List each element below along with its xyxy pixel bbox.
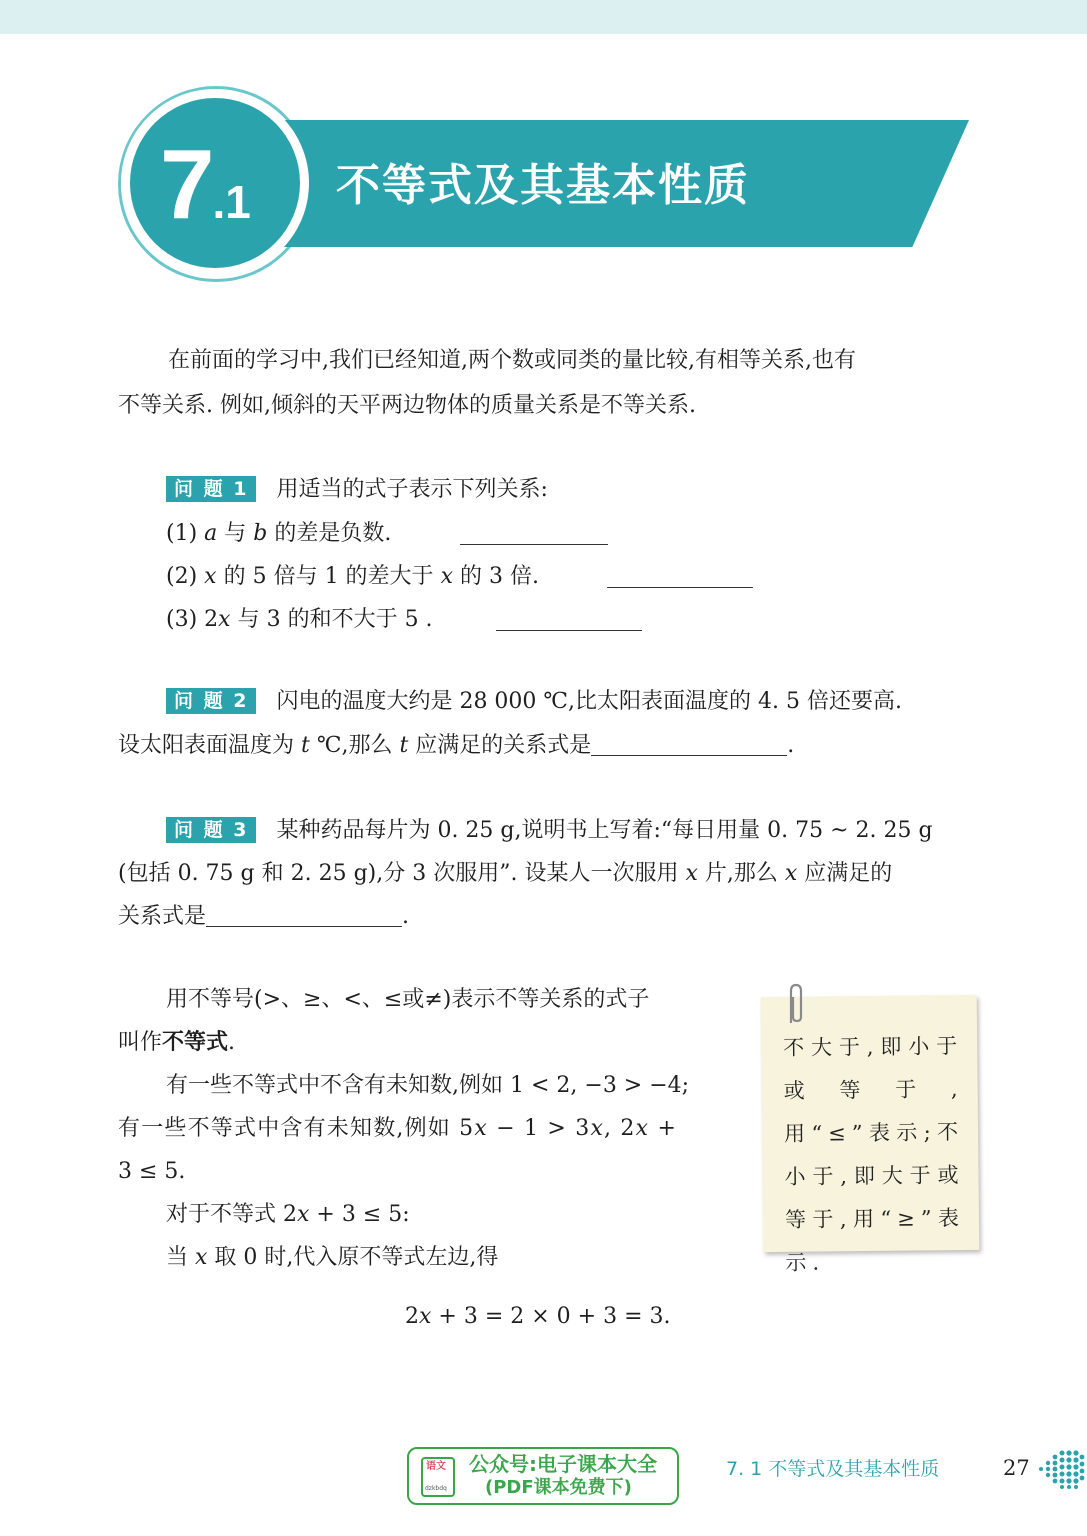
definition-line-7: 当 x 取 0 时,代入原不等式左边,得	[166, 1245, 499, 1270]
question-1: 问 题 1 用适当的式子表示下列关系:	[166, 475, 548, 505]
question-1-item-2: (2) x 的 5 倍与 1 的差大于 x 的 3 倍.	[166, 564, 539, 589]
answer-blank-1-3[interactable]	[496, 608, 642, 631]
answer-blank-1-2[interactable]	[607, 565, 753, 588]
question-1-item-1: (1) a 与 b 的差是负数.	[166, 521, 392, 546]
book-icon: 语文 dzkbdq	[421, 1457, 455, 1497]
question-3-line-2: (包括 0. 75 g 和 2. 25 g),分 3 次服用”. 设某人一次服用 x 片,那么 x 应满足的	[118, 861, 893, 886]
question-3-line-3: 关系式是 .	[118, 904, 410, 929]
definition-line-4: 有一些不等式中含有未知数,例如 5x − 1 > 3x, 2x +	[118, 1116, 678, 1141]
question-1-tag: 问 题 1	[166, 476, 256, 502]
answer-blank-1-1[interactable]	[460, 522, 608, 545]
definition-line-2: 叫作不等式.	[118, 1030, 236, 1055]
wechat-line-2: (PDF课本免费下)	[485, 1477, 632, 1498]
side-note-text: 不大于,即小于或等于,用“≤”表示;不小于,即大于或等于,用“≥”表示.	[783, 1034, 966, 1275]
definition-line-3: 有一些不等式中不含有未知数,例如 1 < 2, −3 > −4;	[166, 1073, 690, 1098]
section-number: 7.1	[160, 129, 251, 239]
term-inequality: 不等式	[162, 1030, 229, 1055]
side-note	[761, 995, 980, 1275]
definition-line-5: 3 ≤ 5.	[118, 1159, 186, 1184]
footer-section: 7. 1 不等式及其基本性质	[726, 1458, 940, 1480]
wechat-badge[interactable]	[407, 1447, 679, 1505]
question-2-line-2: 设太阳表面温度为 t ℃,那么 t 应满足的关系式是 .	[118, 733, 795, 758]
definition-line-6: 对于不等式 2x + 3 ≤ 5:	[166, 1202, 410, 1227]
question-3: 问 题 3 某种药品每片为 0. 25 g,说明书上写着:“每日用量 0. 75 ~ 2. 25 g	[166, 816, 933, 846]
section-title: 不等式及其基本性质	[336, 160, 750, 211]
section-banner	[0, 80, 1087, 300]
top-band	[0, 0, 1087, 34]
question-2-tag: 问 题 2	[166, 688, 256, 714]
intro-line-1: 在前面的学习中,我们已经知道,两个数或同类的量比较,有相等关系,也有	[168, 348, 856, 373]
answer-blank-3[interactable]	[206, 904, 402, 927]
dots-decoration-icon	[1037, 1449, 1085, 1489]
question-3-tag: 问 题 3	[166, 817, 256, 843]
question-1-item-3: (3) 2x 与 3 的和不大于 5 .	[166, 607, 433, 632]
equation: 2x + 3 = 2 × 0 + 3 = 3.	[405, 1304, 671, 1329]
page-number: 27	[1003, 1456, 1030, 1480]
intro-line-2: 不等关系. 例如,倾斜的天平两边物体的质量关系是不等关系.	[118, 393, 696, 418]
definition-line-1: 用不等号(>、≥、<、≤或≠)表示不等关系的式子	[166, 987, 650, 1012]
answer-blank-2[interactable]	[591, 733, 787, 756]
wechat-line-1: 公众号:电子课本大全	[469, 1452, 657, 1476]
question-2: 问 题 2 闪电的温度大约是 28 000 ℃,比太阳表面温度的 4. 5 倍还要高.	[166, 687, 902, 717]
paperclip-icon	[783, 983, 807, 1031]
